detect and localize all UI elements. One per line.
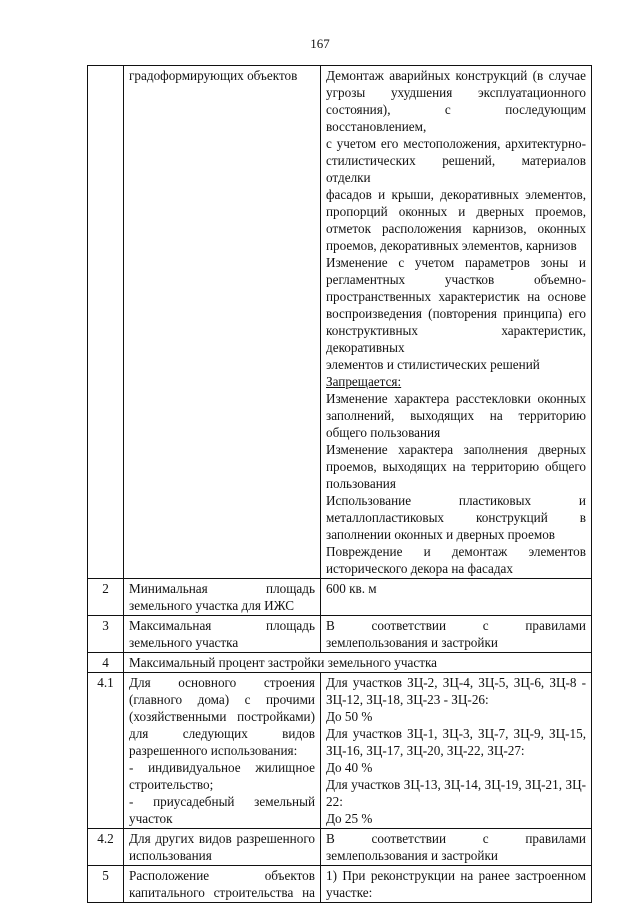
row-value: [321, 673, 592, 829]
text-line: Использование пластиковых и: [326, 493, 586, 508]
text-line: Для участков ЗЦ-13, ЗЦ-14, ЗЦ-19, ЗЦ-21, ЗЦ-: [326, 777, 586, 792]
text-line: стилистических решений, материалов отделки: [326, 153, 586, 185]
row-content: [321, 66, 592, 579]
text-line: строительство;: [129, 777, 214, 792]
text-line: фасадов и крыши, декоративных элементов,: [326, 187, 586, 202]
row-label: [124, 616, 321, 653]
text-line: 22:: [326, 794, 343, 809]
text-line: ЗЦ-16, ЗЦ-17, ЗЦ-20, ЗЦ-22, ЗЦ-27:: [326, 743, 525, 758]
text-line: металлопластиковых конструкций в: [326, 510, 586, 525]
row-label: [124, 673, 321, 829]
row-value: [321, 866, 592, 903]
text-line: - приусадебный земельный: [129, 794, 315, 809]
text-line: Изменение характера заполнения дверных: [326, 442, 586, 457]
text-line: Для участков ЗЦ-2, ЗЦ-4, ЗЦ-5, ЗЦ-6, ЗЦ-8 -: [326, 675, 586, 690]
text-line: для следующих видов: [129, 726, 315, 741]
text-line: заполнении оконных и дверных проемов: [326, 527, 556, 542]
row-label: [124, 579, 321, 616]
text-line: Минимальная площадь: [129, 581, 315, 596]
text-line: До 40 %: [326, 760, 373, 775]
row-number: 2: [88, 579, 124, 616]
row-number: 4.1: [88, 673, 124, 829]
text-line: участок: [129, 811, 173, 826]
page-number: 167: [310, 36, 330, 51]
row-number: [88, 66, 124, 579]
text-line: - индивидуальное жилищное: [129, 760, 315, 775]
table-row: [88, 616, 592, 653]
text-line: Для основного строения: [129, 675, 315, 690]
text-line: Изменение характера расстекловки оконных: [326, 391, 586, 406]
text-line: Запрещается:: [326, 374, 402, 389]
text-line: состояния), с последующим восстановлением,: [326, 102, 586, 134]
row-label: Максимальный процент застройки земельного участка: [124, 653, 592, 673]
text-line: угрозы ухудшения эксплуатационного: [326, 85, 586, 100]
text-line: (главного дома) с прочими: [129, 692, 315, 707]
text-line: разрешенного использования:: [129, 743, 298, 758]
table-row: [88, 653, 592, 673]
text-line: В соответствии с правилами: [326, 618, 586, 633]
text-line: земельного участка: [129, 635, 239, 650]
text-line: Повреждение и демонтаж элементов: [326, 544, 586, 559]
text-line: проемов, выходящих на территорию общего: [326, 459, 586, 474]
regulations-table: [87, 65, 592, 903]
table-row: [88, 673, 592, 829]
text-line: использования: [129, 848, 212, 863]
text-line: участке:: [326, 885, 373, 900]
text-line: пространственных характеристик на основе: [326, 289, 586, 304]
text-line: Расположение объектов: [129, 868, 315, 883]
text-line: Демонтаж аварийных конструкций (в случае: [326, 68, 586, 83]
text-line: 1) При реконструкции на ранее застроенном: [326, 868, 586, 883]
row-number: 4.2: [88, 829, 124, 866]
text-line: землепользования и застройки: [326, 635, 498, 650]
text-line: общего пользования: [326, 425, 441, 440]
text-line: В соответствии с правилами: [326, 831, 586, 846]
text-line: заполнений, выходящих на территорию: [326, 408, 586, 423]
row-number: 5: [88, 866, 124, 903]
row-number: 4: [88, 653, 124, 673]
row-label: [124, 829, 321, 866]
text-line: Для других видов разрешенного: [129, 831, 315, 846]
text-line: с учетом его местоположения, архитектурно-: [326, 136, 586, 151]
text-line: пропорций оконных и дверных проемов,: [326, 204, 586, 219]
row-value: [321, 616, 592, 653]
text-line: землепользования и застройки: [326, 848, 498, 863]
text-line: земельного участка для ИЖС: [129, 598, 294, 613]
text-line: Изменение с учетом параметров зоны и: [326, 255, 586, 270]
text-line: проемов, декоративных элементов, карнизов: [326, 238, 577, 253]
text-line: элементов и стилистических решений: [326, 357, 540, 372]
text-line: капитального строительства на: [129, 885, 315, 900]
text-line: До 25 %: [326, 811, 373, 826]
table-row: [88, 579, 592, 616]
row-value: 600 кв. м: [321, 579, 592, 616]
row-label: [124, 866, 321, 903]
row-label: градоформирующих объектов: [124, 66, 321, 579]
text-line: Максимальная площадь: [129, 618, 315, 633]
text-line: исторического декора на фасадах: [326, 561, 513, 576]
text-line: ЗЦ-12, ЗЦ-18, ЗЦ-23 - ЗЦ-26:: [326, 692, 489, 707]
row-number: 3: [88, 616, 124, 653]
table-row: [88, 866, 592, 903]
text-line: регламентных участков объемно-: [326, 272, 586, 287]
text-line: пользования: [326, 476, 396, 491]
table-row: [88, 66, 592, 579]
text-line: Для участков ЗЦ-1, ЗЦ-3, ЗЦ-7, ЗЦ-9, ЗЦ-15,: [326, 726, 586, 741]
table-row: [88, 829, 592, 866]
text-line: (хозяйственными постройками): [129, 709, 315, 724]
text-line: отметок расположения карнизов, оконных: [326, 221, 586, 236]
text-line: До 50 %: [326, 709, 373, 724]
text-line: конструктивных характеристик, декоративных: [326, 323, 586, 355]
row-value: [321, 829, 592, 866]
text-line: воспроизведения (повторения принципа) его: [326, 306, 586, 321]
